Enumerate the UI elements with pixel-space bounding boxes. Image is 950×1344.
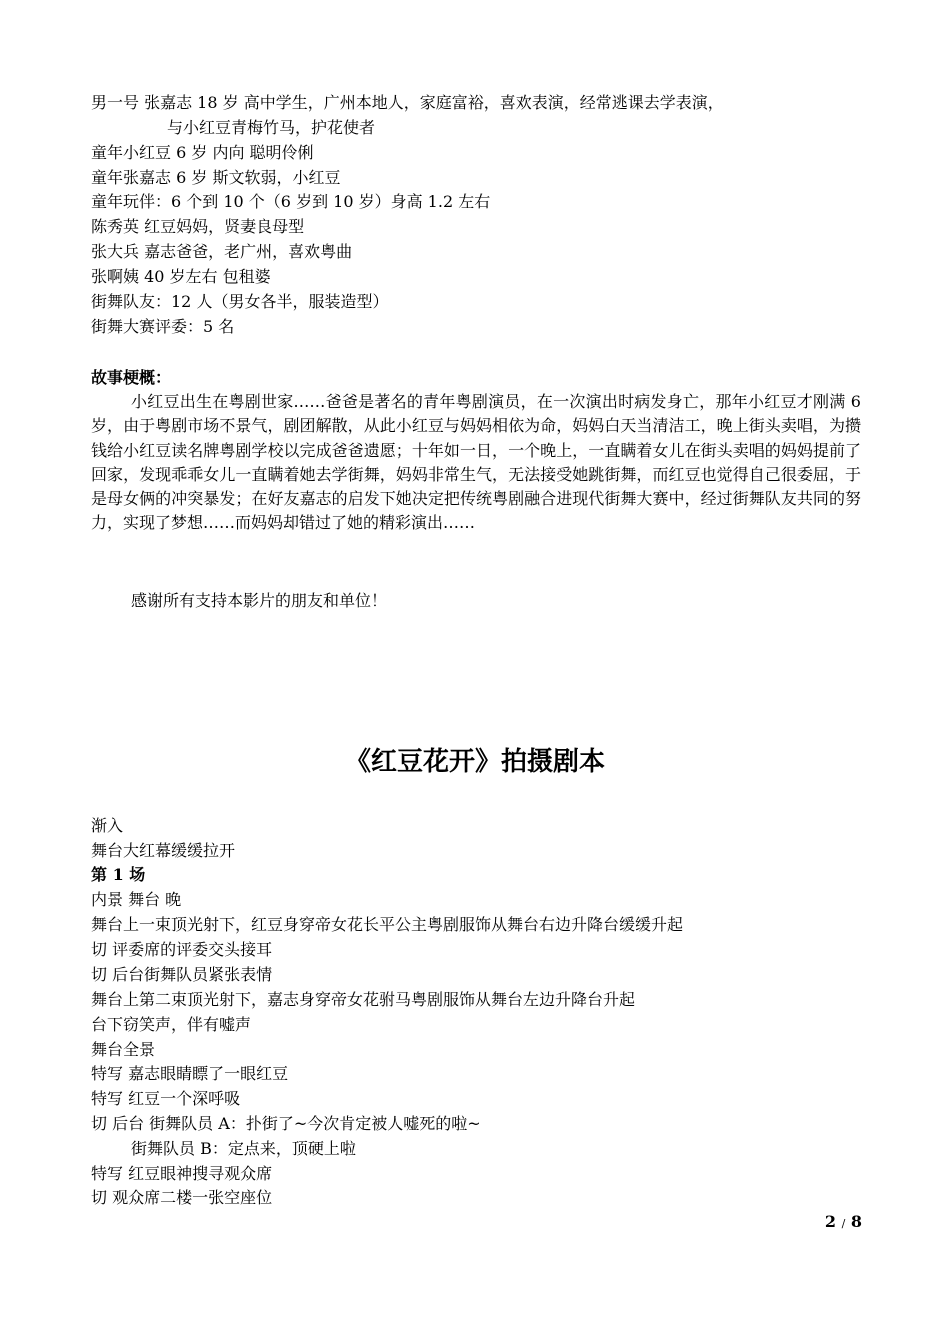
character-line: 街舞队友：12 人（男女各半，服装造型） (91, 292, 389, 311)
page-total: 8 (850, 1212, 862, 1231)
script-line: 特写 嘉志眼睛瞟了一眼红豆 (91, 1064, 289, 1083)
character-line: 街舞大赛评委：5 名 (91, 317, 235, 336)
synopsis-body: 小红豆出生在粤剧世家……爸爸是著名的青年粤剧演员，在一次演出时病发身亡，那年小红豆才刚满 6 岁，由于粤剧市场不景气，剧团解散，从此小红豆与妈妈相依为命，妈妈白天当清洁工，晚上街头卖唱，为攒钱给小红豆读名牌粤剧学校以完成爸爸遗愿；十年如一日，一个晚上，一直瞒着女儿在街头卖唱的妈妈提前了回家，发现乖乖女儿一直瞒着她去学街舞，妈妈非常生气，无法接受她跳街舞，而红豆也觉得自己很委屈，于是母女俩的冲突暴发；在好友嘉志的启发下她决定把传统粤剧融合进现代街舞大赛中，经过街舞队友共同的努力，实现了梦想……而妈妈却错过了她的精彩演出…… (91, 392, 861, 533)
character-line: 与小红豆青梅竹马，护花使者 (167, 118, 376, 137)
script-line: 切 后台 街舞队员 A：扑街了~今次肯定被人嘘死的啦~ (91, 1114, 481, 1133)
script-title: 《红豆花开》拍摄剧本 (344, 747, 605, 777)
character-line: 童年小红豆 6 岁 内向 聪明伶俐 (91, 143, 314, 162)
character-line: 童年玩伴：6 个到 10 个（6 岁到 10 岁）身高 1.2 左右 (91, 192, 491, 211)
script-line: 台下窃笑声，伴有嘘声 (91, 1015, 252, 1034)
page-number (825, 1210, 862, 1236)
script-line: 切 观众席二楼一张空座位 (91, 1188, 273, 1207)
page-current: 2 (824, 1212, 836, 1231)
character-line: 张啊姨 40 岁左右 包租婆 (91, 267, 271, 286)
synopsis-heading: 故事梗概： (91, 368, 172, 387)
thanks-note: 感谢所有支持本影片的朋友和单位！ (131, 591, 388, 610)
script-line: 切 评委席的评委交头接耳 (91, 940, 273, 959)
script-line: 舞台大红幕缓缓拉开 (91, 841, 236, 860)
script-line: 渐入 (91, 816, 124, 835)
character-line: 男一号 张嘉志 18 岁 高中学生，广州本地人，家庭富裕，喜欢表演，经常逃课去学表演， (91, 93, 724, 112)
character-line: 陈秀英 红豆妈妈，贤妻良母型 (91, 217, 305, 236)
script-line: 特写 红豆眼神搜寻观众席 (91, 1164, 273, 1183)
script-line: 街舞队员 B：定点来，顶硬上啦 (131, 1139, 356, 1158)
page-separator: / (841, 1217, 846, 1230)
script-line: 切 后台街舞队员紧张表情 (91, 965, 273, 984)
script-line: 特写 红豆一个深呼吸 (91, 1089, 241, 1108)
script-line: 舞台上一束顶光射下，红豆身穿帝女花长平公主粤剧服饰从舞台右边升降台缓缓升起 (91, 915, 684, 934)
character-line: 童年张嘉志 6 岁 斯文软弱，小红豆 (91, 168, 341, 187)
script-line: 舞台上第二束顶光射下，嘉志身穿帝女花驸马粤剧服饰从舞台左边升降台升起 (91, 990, 636, 1009)
scene-heading: 第 1 场 (91, 865, 146, 884)
script-line: 内景 舞台 晚 (91, 890, 182, 909)
character-line: 张大兵 嘉志爸爸，老广州，喜欢粤曲 (91, 242, 353, 261)
script-line: 舞台全景 (91, 1040, 156, 1059)
